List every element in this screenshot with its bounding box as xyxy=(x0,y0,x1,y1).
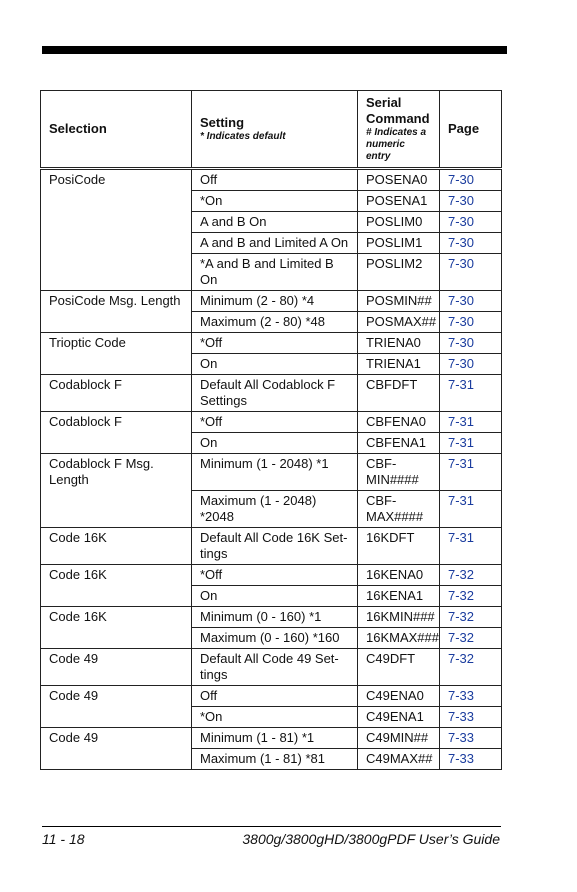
cell-page-link[interactable]: 7-32 xyxy=(440,565,502,586)
cell-setting: Minimum (1 - 2048) *1 xyxy=(192,454,358,491)
serial-command-table xyxy=(40,90,502,770)
header-serial-note: # Indicates a numeric entry xyxy=(366,127,427,162)
table-header-row xyxy=(41,91,502,169)
cell-page-link[interactable]: 7-33 xyxy=(440,749,502,770)
header-setting xyxy=(192,91,358,169)
cell-setting: On xyxy=(192,354,358,375)
cell-page-link[interactable]: 7-30 xyxy=(440,333,502,354)
cell-page-link[interactable]: 7-32 xyxy=(440,649,502,686)
cell-serial-command: POSLIM2 xyxy=(358,254,440,291)
table-row xyxy=(41,454,502,491)
cell-page-link[interactable]: 7-31 xyxy=(440,528,502,565)
cell-selection: Codablock F xyxy=(41,412,192,454)
cell-page-link[interactable]: 7-32 xyxy=(440,628,502,649)
cell-page-link[interactable]: 7-30 xyxy=(440,312,502,333)
header-serial-label: Serial Command xyxy=(366,95,430,126)
cell-page-link[interactable]: 7-30 xyxy=(440,191,502,212)
cell-setting: On xyxy=(192,586,358,607)
cell-page-link[interactable]: 7-31 xyxy=(440,433,502,454)
cell-page-link[interactable]: 7-30 xyxy=(440,212,502,233)
cell-setting: Default All Code 16K Set-tings xyxy=(192,528,358,565)
cell-serial-command: 16KDFT xyxy=(358,528,440,565)
cell-setting: Minimum (0 - 160) *1 xyxy=(192,607,358,628)
cell-setting: *Off xyxy=(192,412,358,433)
header-setting-note: * Indicates default xyxy=(200,131,286,142)
cell-serial-command: CBFENA1 xyxy=(358,433,440,454)
cell-setting: A and B and Limited A On xyxy=(192,233,358,254)
cell-selection: Trioptic Code xyxy=(41,333,192,375)
cell-page-link[interactable]: 7-32 xyxy=(440,607,502,628)
cell-page-link[interactable]: 7-32 xyxy=(440,586,502,607)
cell-selection: Codablock F Msg. Length xyxy=(41,454,192,528)
cell-selection: Code 49 xyxy=(41,649,192,686)
cell-serial-command: CBFDFT xyxy=(358,375,440,412)
cell-serial-command: C49ENA0 xyxy=(358,686,440,707)
cell-serial-command: 16KMIN### xyxy=(358,607,440,628)
cell-setting: Maximum (0 - 160) *160 xyxy=(192,628,358,649)
cell-serial-command: TRIENA1 xyxy=(358,354,440,375)
cell-page-link[interactable]: 7-31 xyxy=(440,491,502,528)
cell-page-link[interactable]: 7-30 xyxy=(440,291,502,312)
cell-setting: Maximum (1 - 81) *81 xyxy=(192,749,358,770)
cell-serial-command: C49ENA1 xyxy=(358,707,440,728)
cell-setting: *On xyxy=(192,707,358,728)
table-row xyxy=(41,649,502,686)
cell-page-link[interactable]: 7-30 xyxy=(440,169,502,191)
cell-selection: Code 16K xyxy=(41,607,192,649)
table-row xyxy=(41,375,502,412)
cell-page-link[interactable]: 7-33 xyxy=(440,728,502,749)
cell-serial-command: CBF-MAX#### xyxy=(358,491,440,528)
cell-selection: Code 16K xyxy=(41,528,192,565)
footer-page-number: 11 - 18 xyxy=(42,831,85,847)
cell-selection: Code 16K xyxy=(41,565,192,607)
header-page: Page xyxy=(440,91,502,169)
table-row xyxy=(41,565,502,586)
cell-setting: On xyxy=(192,433,358,454)
cell-serial-command: TRIENA0 xyxy=(358,333,440,354)
cell-page-link[interactable]: 7-33 xyxy=(440,686,502,707)
cell-setting: Default All Code 49 Set-tings xyxy=(192,649,358,686)
cell-setting: *Off xyxy=(192,333,358,354)
table-row xyxy=(41,607,502,628)
cell-serial-command: C49MAX## xyxy=(358,749,440,770)
table-row xyxy=(41,169,502,191)
cell-setting: Maximum (2 - 80) *48 xyxy=(192,312,358,333)
table-row xyxy=(41,333,502,354)
cell-selection: PosiCode xyxy=(41,169,192,291)
cell-selection: Code 49 xyxy=(41,686,192,728)
table-row xyxy=(41,528,502,565)
table-row xyxy=(41,291,502,312)
cell-setting: *A and B and Limited B On xyxy=(192,254,358,291)
cell-page-link[interactable]: 7-30 xyxy=(440,354,502,375)
cell-setting: *On xyxy=(192,191,358,212)
top-rule xyxy=(42,46,507,54)
cell-page-link[interactable]: 7-31 xyxy=(440,375,502,412)
cell-setting: Maximum (1 - 2048) *2048 xyxy=(192,491,358,528)
cell-setting: Off xyxy=(192,169,358,191)
header-serial-command xyxy=(358,91,440,169)
cell-serial-command: 16KENA0 xyxy=(358,565,440,586)
cell-serial-command: C49MIN## xyxy=(358,728,440,749)
cell-serial-command: POSLIM1 xyxy=(358,233,440,254)
cell-selection: PosiCode Msg. Length xyxy=(41,291,192,333)
cell-page-link[interactable]: 7-33 xyxy=(440,707,502,728)
footer-rule xyxy=(42,826,501,827)
cell-setting: Default All Codablock F Settings xyxy=(192,375,358,412)
cell-serial-command: POSMAX## xyxy=(358,312,440,333)
table-body xyxy=(41,169,502,770)
cell-selection: Codablock F xyxy=(41,375,192,412)
cell-serial-command: 16KMAX### xyxy=(358,628,440,649)
cell-page-link[interactable]: 7-30 xyxy=(440,254,502,291)
cell-page-link[interactable]: 7-31 xyxy=(440,412,502,433)
cell-serial-command: CBF-MIN#### xyxy=(358,454,440,491)
header-setting-label: Setting xyxy=(200,115,245,130)
table-row xyxy=(41,412,502,433)
cell-setting: Minimum (2 - 80) *4 xyxy=(192,291,358,312)
cell-serial-command: POSENA0 xyxy=(358,169,440,191)
cell-setting: *Off xyxy=(192,565,358,586)
table-row xyxy=(41,686,502,707)
cell-serial-command: C49DFT xyxy=(358,649,440,686)
cell-serial-command: 16KENA1 xyxy=(358,586,440,607)
cell-serial-command: CBFENA0 xyxy=(358,412,440,433)
footer-guide-title: 3800g/3800gHD/3800gPDF User’s Guide xyxy=(242,831,500,847)
cell-page-link[interactable]: 7-30 xyxy=(440,233,502,254)
header-selection: Selection xyxy=(41,91,192,169)
cell-serial-command: POSMIN## xyxy=(358,291,440,312)
cell-selection: Code 49 xyxy=(41,728,192,770)
cell-setting: Off xyxy=(192,686,358,707)
cell-setting: Minimum (1 - 81) *1 xyxy=(192,728,358,749)
cell-page-link[interactable]: 7-31 xyxy=(440,454,502,491)
table-row xyxy=(41,728,502,749)
cell-serial-command: POSENA1 xyxy=(358,191,440,212)
cell-serial-command: POSLIM0 xyxy=(358,212,440,233)
cell-setting: A and B On xyxy=(192,212,358,233)
